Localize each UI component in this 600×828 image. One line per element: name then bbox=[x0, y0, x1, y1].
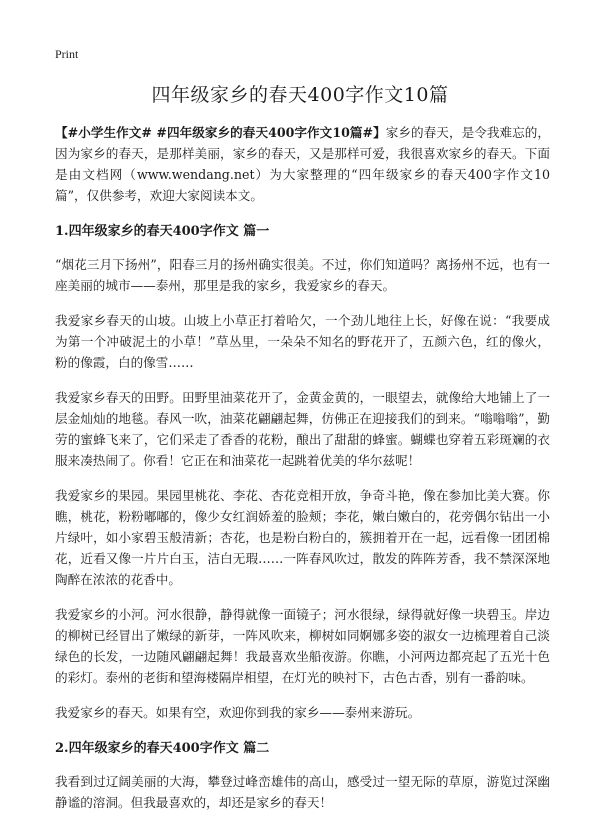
intro-text: 家乡的春天，是令我难忘的，因为家乡的春天，是那样美丽，家乡的春天，又是那样可爱，我很喜欢家乡的春天。下面是由文档网（www.wendang.net）为大家整理的“四年级家乡的春天400字作文10篇”，仅供参考，欢迎大家阅读本文。 bbox=[55, 125, 550, 203]
body-paragraph: 我爱家乡的小河。河水很静，静得就像一面镜子；河水很绿，绿得就好像一块碧玉。岸边的柳树已经冒出了嫩绿的新芽，一阵风吹来，柳树如同婀娜多姿的淑女一边梳理着自己淡绿色的长发，一边随风翩翩起舞！我最喜欢坐船夜游。你瞧，小河两边都亮起了五光十色的彩灯。泰州的老街和望海楼隔岸相望，在灯光的映衬下，古色古香，别有一番韵味。 bbox=[55, 607, 550, 685]
print-label: Print bbox=[55, 47, 79, 61]
body-paragraph: 我爱家乡春天的田野。田野里油菜花开了，金黄金黄的，一眼望去，就像给大地铺上了一层金灿灿的地毯。春风一吹，油菜花翩翩起舞，仿佛正在迎接我们的到来。“嗡嗡嗡”，勤劳的蜜蜂飞来了，它们采走了香香的花粉，酿出了甜甜的蜂蜜。蝴蝶也穿着五彩斑斓的衣服来凑热闹了。你看！它正在和油菜花一起跳着优美的华尔兹呢！ bbox=[55, 390, 550, 468]
body-paragraph: “烟花三月下扬州”，阳春三月的扬州确实很美。不过，你们知道吗？离扬州不远，也有一座美丽的城市——泰州，那里是我的家乡，我爱家乡的春天。 bbox=[55, 257, 550, 293]
section-heading: 2.四年级家乡的春天400字作文 篇二 bbox=[55, 741, 270, 756]
section-heading: 1.四年级家乡的春天400字作文 篇一 bbox=[55, 224, 270, 239]
body-paragraph: 我爱家乡的果园。果园里桃花、李花、杏花竞相开放，争奇斗艳，像在参加比美大赛。你瞧，桃花，粉粉嘟嘟的，像少女红润娇羞的脸颊；李花，嫩白嫩白的，花旁偶尔钻出一小片绿叶，如小家碧玉般清新；杏花，也是粉白粉白的，簇拥着开在一起，远看像一团团棉花，近看又像一片片白玉，洁白无瑕……一阵春风吹过，散发的阵阵芳香，我不禁深深地陶醉在浓浓的花香中。 bbox=[55, 488, 550, 587]
page-title: 四年级家乡的春天400字作文10篇 bbox=[151, 84, 449, 106]
intro-paragraph bbox=[55, 122, 550, 206]
intro-tag: 【#小学生作文# #四年级家乡的春天400字作文10篇#】 bbox=[55, 125, 386, 140]
body-paragraph: 我爱家乡春天的山坡。山坡上小草正打着哈欠，一个劲儿地往上长，好像在说：“我要成为第一个冲破泥土的小草！”草丛里，一朵朵不知名的野花开了，五颜六色，红的像火，粉的像霞，白的像雪…… bbox=[55, 313, 550, 370]
article-body bbox=[55, 122, 550, 827]
body-paragraph: 我爱家乡的春天。如果有空，欢迎你到我的家乡——泰州来游玩。 bbox=[55, 705, 421, 720]
body-paragraph: 我看到过辽阔美丽的大海，攀登过峰峦雄伟的高山，感受过一望无际的草原，游览过深幽静谧的溶洞。但我最喜欢的，却还是家乡的春天！ bbox=[55, 774, 550, 810]
